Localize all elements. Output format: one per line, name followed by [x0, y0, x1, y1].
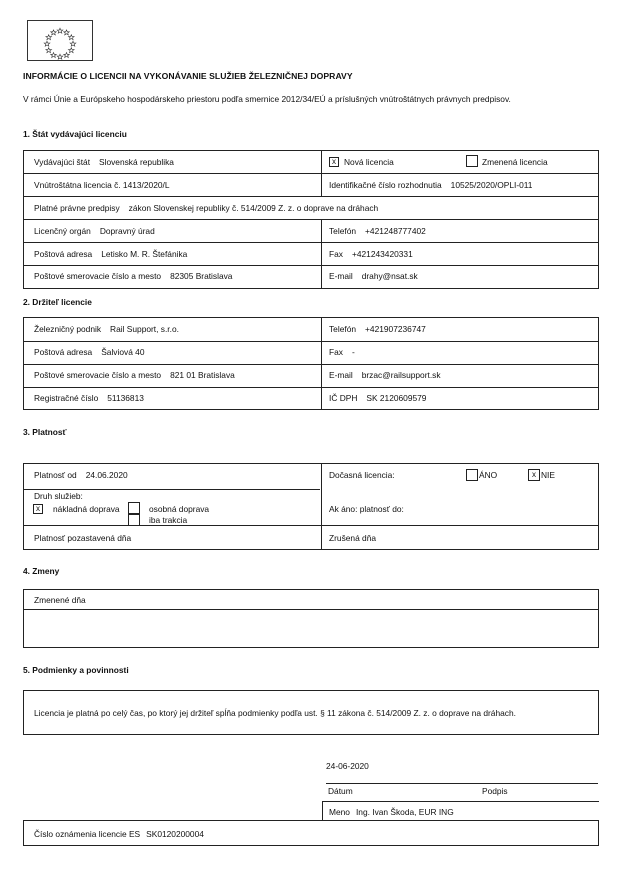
valid-to-label: Ak áno: platnosť do:	[329, 504, 404, 514]
section-5-heading: 5. Podmienky a povinnosti	[23, 665, 129, 675]
issuing-state-field: Vydávajúci štát Slovenská republika	[34, 157, 174, 167]
holder-postal-field: Poštové smerovacie číslo a mesto 821 01 Bratislava	[34, 370, 235, 380]
authority-field: Licenčný orgán Dopravný úrad	[34, 226, 155, 236]
temp-yes-label: ÁNO	[479, 470, 498, 480]
signature-line	[326, 783, 598, 784]
section-2-table	[23, 317, 599, 410]
section-4-table	[23, 589, 599, 648]
footer-box	[23, 820, 599, 846]
suspended-label: Platnosť pozastavená dňa	[34, 533, 132, 543]
authority-fax-field: Fax +421243420331	[329, 249, 413, 259]
sign-label: Podpis	[482, 786, 508, 796]
legal-basis-field: Platné právne predpisy zákon Slovenskej republiky č. 514/2009 Z. z. o doprave na dráhach	[34, 203, 379, 213]
holder-email-field: E-mail brzac@railsupport.sk	[329, 370, 441, 380]
authority-phone-field: Telefón +421248777402	[329, 226, 426, 236]
conditions-text: Licencia je platná po celý čas, po ktorý jej držiteľ spĺňa podmienky podľa ust. § 11 zákona č. 514/2009 Z. z. o doprave na dráhach.	[34, 708, 516, 718]
section-1-table	[23, 150, 599, 289]
holder-vat-field: IČ DPH SK 2120609579	[329, 393, 427, 403]
holder-reg-field: Registračné číslo 51136813	[34, 393, 144, 403]
section-5-table	[23, 690, 599, 735]
passenger-label: osobná doprava	[149, 504, 210, 514]
date-label: Dátum	[328, 786, 353, 796]
new-license-checkbox[interactable]: x	[329, 157, 339, 167]
section-4-heading: 4. Zmeny	[23, 566, 60, 576]
document-title: INFORMÁCIE O LICENCII NA VYKONÁVANIE SLUŽIEB ŽELEZNIČNEJ DOPRAVY	[23, 71, 353, 81]
holder-phone-field: Telefón +421907236747	[329, 324, 426, 334]
passenger-checkbox[interactable]	[128, 502, 140, 514]
holder-fax-field: Fax -	[329, 347, 355, 357]
revoked-label: Zrušená dňa	[329, 533, 377, 543]
signer-name-field: Meno Ing. Ivan Škoda, EUR ING	[329, 807, 454, 817]
signature-date: 24-06-2020	[326, 761, 369, 771]
freight-checkbox[interactable]: x	[33, 504, 43, 514]
section-3-heading: 3. Platnosť	[23, 427, 67, 437]
freight-label: nákladná doprava	[53, 504, 120, 514]
national-license-field: Vnútroštátna licencia č. 1413/2020/L	[34, 180, 170, 190]
temp-yes-checkbox[interactable]	[466, 469, 478, 481]
eu-flag-logo	[27, 20, 93, 61]
holder-address-field: Poštová adresa Šalviová 40	[34, 347, 145, 357]
valid-from-field: Platnosť od 24.06.2020	[34, 470, 128, 480]
notice-number-field: Číslo oznámenia licencie ES SK0120200004	[34, 829, 204, 839]
traction-label: iba trakcia	[149, 515, 188, 525]
section-2-heading: 2. Držiteľ licencie	[23, 297, 92, 307]
intro-text: V rámci Únie a Európskeho hospodárskeho priestoru podľa smernice 2012/34/EÚ a príslušných vnútroštátnych právnych predpisov.	[23, 94, 511, 104]
changed-license-label: Zmenená licencia	[482, 157, 548, 167]
changed-license-checkbox[interactable]	[466, 155, 478, 167]
temp-license-label: Dočasná licencia:	[329, 470, 395, 480]
authority-address-field: Poštová adresa Letisko M. R. Štefánika	[34, 249, 188, 259]
authority-email-field: E-mail drahy@nsat.sk	[329, 271, 418, 281]
authority-postal-field: Poštové smerovacie číslo a mesto 82305 Bratislava	[34, 271, 233, 281]
temp-no-checkbox[interactable]: x	[528, 469, 540, 481]
section-3-table	[23, 463, 599, 550]
changed-date-label: Zmenené dňa	[34, 595, 86, 605]
decision-id-field: Identifikačné číslo rozhodnutia 10525/2020/OPLI-011	[329, 180, 533, 190]
holder-company-field: Železničný podnik Rail Support, s.r.o.	[34, 324, 179, 334]
section-1-heading: 1. Štát vydávajúci licenciu	[23, 129, 127, 139]
name-box	[322, 801, 599, 820]
traction-checkbox[interactable]	[128, 514, 140, 526]
temp-no-label: NIE	[541, 470, 555, 480]
services-label: Druh služieb:	[34, 491, 83, 501]
new-license-label: Nová licencia	[344, 157, 394, 167]
